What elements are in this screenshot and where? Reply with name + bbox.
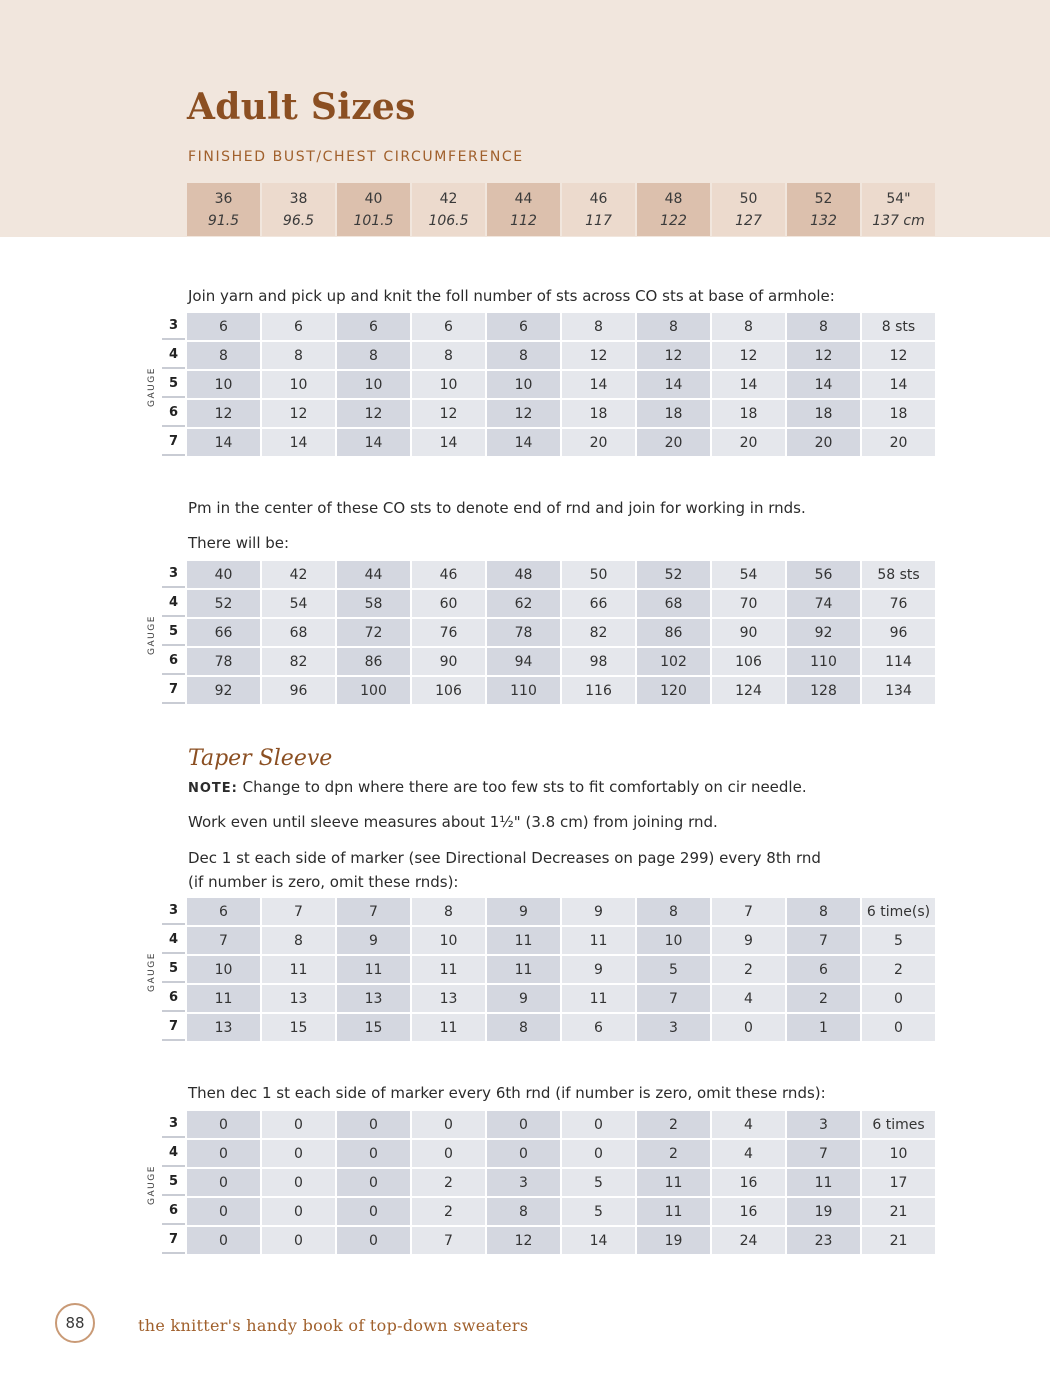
- size-cell: [787, 183, 860, 236]
- table-cell: 54: [262, 590, 335, 617]
- table-cell: 16: [712, 1169, 785, 1196]
- table-cell: 106: [412, 677, 485, 704]
- gauge-number: 6: [162, 985, 185, 1012]
- table-cell: 4: [712, 985, 785, 1012]
- gauge-number: 7: [162, 1014, 185, 1041]
- size-cm: 101.5: [353, 212, 394, 229]
- table-cell: 0: [562, 1140, 635, 1167]
- gauge-number: 7: [162, 429, 185, 456]
- table-cell: 21: [862, 1198, 935, 1225]
- table-cell: 14: [862, 371, 935, 398]
- gauge-number: 5: [162, 1169, 185, 1196]
- table-cell: 110: [787, 648, 860, 675]
- gauge-number: 3: [162, 313, 185, 340]
- table-cell: 2: [637, 1140, 710, 1167]
- table-cell: 3: [487, 1169, 560, 1196]
- table-row: [162, 677, 935, 704]
- table-cell: 19: [787, 1198, 860, 1225]
- table-cell: 120: [637, 677, 710, 704]
- table-cell: 8: [262, 927, 335, 954]
- table-cell: 6: [337, 313, 410, 340]
- table-cell: 8: [787, 313, 860, 340]
- table-cell: 82: [562, 619, 635, 646]
- table-cell: 68: [637, 590, 710, 617]
- size-inches: 36: [214, 190, 233, 207]
- table-cell: 10: [862, 1140, 935, 1167]
- table-cell: 1: [787, 1014, 860, 1041]
- table-cell: 66: [562, 590, 635, 617]
- table-cell: 62: [487, 590, 560, 617]
- note-text: Change to dpn where there are too few sts to fit comfortably on cir needle.: [237, 778, 807, 796]
- instruction-there-will-be: There will be:: [188, 534, 290, 552]
- table-cell: 14: [187, 429, 260, 456]
- table-cell: 96: [862, 619, 935, 646]
- table-cell: 8: [187, 342, 260, 369]
- gauge-number: 3: [162, 561, 185, 588]
- table-cell: 0: [412, 1140, 485, 1167]
- table-cell: 0: [337, 1198, 410, 1225]
- table-cell: 7: [412, 1227, 485, 1254]
- table-row: [162, 927, 935, 954]
- instruction-dec-8th-line1: Dec 1 st each side of marker (see Directional Decreases on page 299) every 8th rnd: [188, 849, 821, 867]
- table-cell: 70: [712, 590, 785, 617]
- table-cell: 6 time(s): [862, 898, 935, 925]
- table-row: [162, 429, 935, 456]
- table-cell: 20: [562, 429, 635, 456]
- table-cell: 11: [562, 927, 635, 954]
- size-cell: [562, 183, 635, 236]
- table-cell: 74: [787, 590, 860, 617]
- table-cell: 9: [712, 927, 785, 954]
- size-cm: 96.5: [282, 212, 315, 229]
- table-cell: 12: [487, 1227, 560, 1254]
- gauge-number: 4: [162, 342, 185, 369]
- size-inches: 50: [739, 190, 758, 207]
- table-cell: 8: [787, 898, 860, 925]
- table-cell: 10: [487, 371, 560, 398]
- table-cell: 11: [487, 956, 560, 983]
- page-subtitle: FINISHED BUST/CHEST CIRCUMFERENCE: [188, 149, 524, 165]
- page-number: 88: [55, 1303, 95, 1343]
- table-cell: 14: [262, 429, 335, 456]
- gauge-axis-label: [140, 1159, 164, 1211]
- table-cell: 14: [412, 429, 485, 456]
- table-cell: 5: [862, 927, 935, 954]
- table-cell: 8 sts: [862, 313, 935, 340]
- table-cell: 0: [412, 1111, 485, 1138]
- table-cell: 9: [487, 898, 560, 925]
- table-cell: 12: [712, 342, 785, 369]
- table-cell: 72: [337, 619, 410, 646]
- table-cell: 0: [337, 1140, 410, 1167]
- table-row: [162, 1227, 935, 1254]
- table-cell: 58 sts: [862, 561, 935, 588]
- table-cell: 11: [412, 956, 485, 983]
- table-row: [162, 648, 935, 675]
- table-cell: 10: [262, 371, 335, 398]
- table-cell: 11: [562, 985, 635, 1012]
- table-cell: 0: [337, 1227, 410, 1254]
- table-cell: 11: [187, 985, 260, 1012]
- gauge-axis-text: GAUGE: [147, 615, 158, 655]
- table-cell: 86: [337, 648, 410, 675]
- table-cell: 6: [412, 313, 485, 340]
- table-cell: 17: [862, 1169, 935, 1196]
- instruction-place-marker: Pm in the center of these CO sts to denote end of rnd and join for working in rnds.: [188, 499, 806, 517]
- size-cm: 127: [735, 212, 762, 229]
- table-cell: 52: [187, 590, 260, 617]
- table-cell: 12: [562, 342, 635, 369]
- section-heading: Taper Sleeve: [188, 746, 333, 771]
- note-paragraph: [188, 775, 807, 801]
- table-cell: 4: [712, 1140, 785, 1167]
- table-cell: 6: [262, 313, 335, 340]
- table-cell: 0: [262, 1198, 335, 1225]
- table-cell: 46: [412, 561, 485, 588]
- table-cell: 14: [787, 371, 860, 398]
- table-cell: 7: [637, 985, 710, 1012]
- table-cell: 128: [787, 677, 860, 704]
- table-cell: 14: [712, 371, 785, 398]
- gauge-axis-text: GAUGE: [147, 1165, 158, 1205]
- table-cell: 0: [862, 1014, 935, 1041]
- instruction-dec-8th-line2: (if number is zero, omit these rnds):: [188, 873, 459, 891]
- table-cell: 0: [337, 1169, 410, 1196]
- table-row: [162, 1169, 935, 1196]
- table-cell: 12: [187, 400, 260, 427]
- table-cell: 82: [262, 648, 335, 675]
- table-cell: 78: [487, 619, 560, 646]
- table-cell: 78: [187, 648, 260, 675]
- table-cell: 8: [412, 342, 485, 369]
- gauge-axis-text: GAUGE: [147, 952, 158, 992]
- size-inches: 38: [289, 190, 308, 207]
- table-cell: 14: [562, 371, 635, 398]
- size-cm: 117: [585, 212, 612, 229]
- size-inches: 42: [439, 190, 458, 207]
- table-cell: 20: [637, 429, 710, 456]
- table-row: [162, 898, 935, 925]
- table-cell: 3: [637, 1014, 710, 1041]
- table-cell: 0: [262, 1227, 335, 1254]
- table-cell: 42: [262, 561, 335, 588]
- table-cell: 0: [562, 1111, 635, 1138]
- table-cell: 8: [637, 313, 710, 340]
- table-cell: 12: [637, 342, 710, 369]
- table-cell: 10: [412, 927, 485, 954]
- table-cell: 13: [337, 985, 410, 1012]
- table-cell: 18: [787, 400, 860, 427]
- table-cell: 116: [562, 677, 635, 704]
- table-cell: 20: [862, 429, 935, 456]
- size-cm: 112: [510, 212, 537, 229]
- table-row: [162, 400, 935, 427]
- table-cell: 0: [187, 1169, 260, 1196]
- size-cm: 122: [660, 212, 687, 229]
- table-cell: 9: [487, 985, 560, 1012]
- table-cell: 110: [487, 677, 560, 704]
- gauge-number: 7: [162, 1227, 185, 1254]
- table-cell: 11: [637, 1169, 710, 1196]
- table-cell: 11: [262, 956, 335, 983]
- table-cell: 21: [862, 1227, 935, 1254]
- table-cell: 23: [787, 1227, 860, 1254]
- table-cell: 8: [412, 898, 485, 925]
- instruction-dec-6th: Then dec 1 st each side of marker every 6th rnd (if number is zero, omit these rnds):: [188, 1084, 826, 1102]
- gauge-axis-label: [140, 609, 164, 661]
- table-cell: 2: [862, 956, 935, 983]
- table-cell: 102: [637, 648, 710, 675]
- gauge-number: 5: [162, 619, 185, 646]
- table-cell: 8: [712, 313, 785, 340]
- size-inches: 48: [664, 190, 683, 207]
- table-cell: 4: [712, 1111, 785, 1138]
- table-cell: 0: [187, 1111, 260, 1138]
- table-cell: 18: [637, 400, 710, 427]
- gauge-table-dec-8th: [140, 898, 940, 1046]
- gauge-number: 7: [162, 677, 185, 704]
- table-cell: 0: [187, 1140, 260, 1167]
- table-cell: 7: [787, 1140, 860, 1167]
- table-row: [162, 371, 935, 398]
- size-cm: 132: [810, 212, 837, 229]
- gauge-number: 4: [162, 927, 185, 954]
- table-cell: 8: [487, 1198, 560, 1225]
- table-cell: 8: [262, 342, 335, 369]
- table-cell: 0: [262, 1169, 335, 1196]
- table-cell: 15: [262, 1014, 335, 1041]
- table-cell: 76: [412, 619, 485, 646]
- table-cell: 0: [487, 1111, 560, 1138]
- size-header-row: [187, 183, 935, 236]
- table-cell: 90: [412, 648, 485, 675]
- table-cell: 8: [487, 1014, 560, 1041]
- table-cell: 3: [787, 1111, 860, 1138]
- footer-book-title: the knitter's handy book of top-down sweaters: [138, 1316, 529, 1335]
- gauge-axis-label: [140, 361, 164, 413]
- table-cell: 106: [712, 648, 785, 675]
- table-cell: 86: [637, 619, 710, 646]
- table-cell: 12: [487, 400, 560, 427]
- table-row: [162, 1111, 935, 1138]
- table-cell: 11: [637, 1198, 710, 1225]
- table-cell: 2: [712, 956, 785, 983]
- table-cell: 100: [337, 677, 410, 704]
- gauge-number: 6: [162, 1198, 185, 1225]
- table-cell: 6: [487, 313, 560, 340]
- table-cell: 10: [187, 956, 260, 983]
- table-cell: 60: [412, 590, 485, 617]
- table-cell: 56: [787, 561, 860, 588]
- table-row: [162, 1014, 935, 1041]
- table-cell: 40: [187, 561, 260, 588]
- gauge-number: 4: [162, 590, 185, 617]
- size-cell: [187, 183, 260, 236]
- table-cell: 14: [487, 429, 560, 456]
- gauge-number: 6: [162, 400, 185, 427]
- size-cm: 91.5: [207, 212, 240, 229]
- table-cell: 5: [637, 956, 710, 983]
- table-cell: 68: [262, 619, 335, 646]
- table-cell: 48: [487, 561, 560, 588]
- table-cell: 90: [712, 619, 785, 646]
- table-cell: 14: [337, 429, 410, 456]
- table-cell: 7: [787, 927, 860, 954]
- table-cell: 6: [787, 956, 860, 983]
- table-cell: 16: [712, 1198, 785, 1225]
- table-row: [162, 619, 935, 646]
- table-cell: 12: [862, 342, 935, 369]
- size-inches: 46: [589, 190, 608, 207]
- table-cell: 0: [187, 1227, 260, 1254]
- table-cell: 18: [862, 400, 935, 427]
- table-cell: 8: [337, 342, 410, 369]
- table-cell: 15: [337, 1014, 410, 1041]
- table-cell: 8: [562, 313, 635, 340]
- size-inches: 44: [514, 190, 533, 207]
- table-cell: 66: [187, 619, 260, 646]
- table-cell: 11: [787, 1169, 860, 1196]
- size-inches: 54": [886, 190, 911, 207]
- table-cell: 2: [412, 1169, 485, 1196]
- instruction-work-even: Work even until sleeve measures about 1½" (3.8 cm) from joining rnd.: [188, 813, 718, 831]
- table-row: [162, 561, 935, 588]
- table-cell: 98: [562, 648, 635, 675]
- table-cell: 0: [187, 1198, 260, 1225]
- table-cell: 44: [337, 561, 410, 588]
- instruction-pickup: Join yarn and pick up and knit the foll number of sts across CO sts at base of armhole:: [188, 287, 835, 305]
- gauge-number: 6: [162, 648, 185, 675]
- table-cell: 114: [862, 648, 935, 675]
- table-cell: 94: [487, 648, 560, 675]
- table-cell: 134: [862, 677, 935, 704]
- table-row: [162, 1140, 935, 1167]
- table-cell: 8: [637, 898, 710, 925]
- table-cell: 92: [787, 619, 860, 646]
- table-cell: 10: [637, 927, 710, 954]
- table-cell: 12: [262, 400, 335, 427]
- table-cell: 96: [262, 677, 335, 704]
- table-cell: 13: [412, 985, 485, 1012]
- gauge-number: 5: [162, 371, 185, 398]
- table-cell: 0: [487, 1140, 560, 1167]
- gauge-axis-text: GAUGE: [147, 367, 158, 407]
- table-cell: 50: [562, 561, 635, 588]
- table-row: [162, 313, 935, 340]
- table-cell: 7: [712, 898, 785, 925]
- table-cell: 0: [262, 1111, 335, 1138]
- table-row: [162, 1198, 935, 1225]
- table-cell: 2: [787, 985, 860, 1012]
- table-cell: 18: [712, 400, 785, 427]
- size-cell: [637, 183, 710, 236]
- gauge-table-total-sts: [140, 561, 940, 709]
- table-cell: 7: [262, 898, 335, 925]
- table-row: [162, 985, 935, 1012]
- table-cell: 6: [562, 1014, 635, 1041]
- table-cell: 7: [187, 927, 260, 954]
- table-cell: 2: [637, 1111, 710, 1138]
- table-cell: 6: [187, 313, 260, 340]
- size-cell: [862, 183, 935, 236]
- table-cell: 19: [637, 1227, 710, 1254]
- table-cell: 20: [787, 429, 860, 456]
- gauge-table-dec-6th: [140, 1111, 940, 1259]
- size-cell: [337, 183, 410, 236]
- table-cell: 92: [187, 677, 260, 704]
- table-cell: 12: [412, 400, 485, 427]
- table-cell: 20: [712, 429, 785, 456]
- table-cell: 0: [862, 985, 935, 1012]
- table-cell: 18: [562, 400, 635, 427]
- table-cell: 24: [712, 1227, 785, 1254]
- table-cell: 0: [262, 1140, 335, 1167]
- table-cell: 8: [487, 342, 560, 369]
- table-cell: 10: [187, 371, 260, 398]
- table-row: [162, 590, 935, 617]
- table-cell: 13: [187, 1014, 260, 1041]
- table-cell: 6 times: [862, 1111, 935, 1138]
- size-cell: [487, 183, 560, 236]
- table-cell: 10: [337, 371, 410, 398]
- table-cell: 76: [862, 590, 935, 617]
- table-row: [162, 342, 935, 369]
- size-cm: 137 cm: [872, 212, 925, 229]
- table-cell: 9: [562, 898, 635, 925]
- note-label: NOTE:: [188, 781, 238, 796]
- size-inches: 40: [364, 190, 383, 207]
- size-cell: [262, 183, 335, 236]
- table-cell: 11: [337, 956, 410, 983]
- gauge-number: 4: [162, 1140, 185, 1167]
- table-cell: 124: [712, 677, 785, 704]
- table-cell: 58: [337, 590, 410, 617]
- table-cell: 0: [712, 1014, 785, 1041]
- table-cell: 5: [562, 1169, 635, 1196]
- table-cell: 6: [187, 898, 260, 925]
- table-cell: 9: [562, 956, 635, 983]
- table-cell: 14: [637, 371, 710, 398]
- size-inches: 52: [814, 190, 833, 207]
- page-title: Adult Sizes: [187, 86, 416, 128]
- table-cell: 13: [262, 985, 335, 1012]
- gauge-number: 3: [162, 1111, 185, 1138]
- size-cell: [712, 183, 785, 236]
- table-cell: 10: [412, 371, 485, 398]
- table-cell: 54: [712, 561, 785, 588]
- gauge-axis-label: [140, 946, 164, 998]
- gauge-number: 5: [162, 956, 185, 983]
- table-cell: 9: [337, 927, 410, 954]
- table-cell: 2: [412, 1198, 485, 1225]
- table-row: [162, 956, 935, 983]
- size-cell: [412, 183, 485, 236]
- table-cell: 12: [337, 400, 410, 427]
- table-cell: 14: [562, 1227, 635, 1254]
- table-cell: 5: [562, 1198, 635, 1225]
- table-cell: 52: [637, 561, 710, 588]
- table-cell: 11: [412, 1014, 485, 1041]
- table-cell: 7: [337, 898, 410, 925]
- gauge-number: 3: [162, 898, 185, 925]
- gauge-table-pickup: [140, 313, 940, 461]
- table-cell: 11: [487, 927, 560, 954]
- table-cell: 12: [787, 342, 860, 369]
- size-cm: 106.5: [428, 212, 469, 229]
- table-cell: 0: [337, 1111, 410, 1138]
